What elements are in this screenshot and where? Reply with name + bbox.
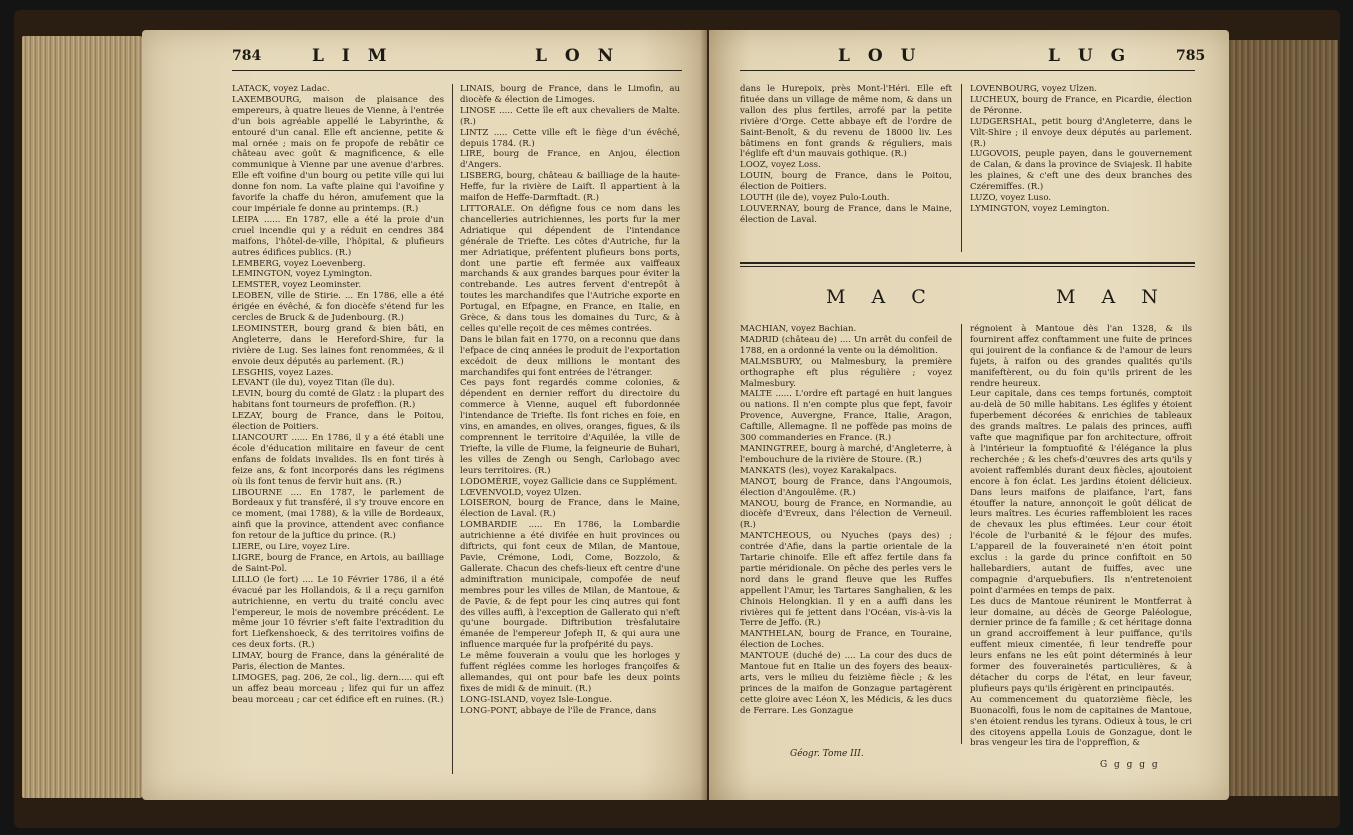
dictionary-entry: MANINGTREE, bourg à marché, d'Angleterre, à l'embouchure de la rivière de Stoure. (R.) <box>740 443 952 465</box>
dictionary-entry: LIANCOURT ...... En 1786, il y a été établi une école d'éducation militaire en faveur de cent enfans de foldats invalides. Ils en font tirés à feize ans, & font incorporés dans les régimens où ils font tenus de fervir huit ans. (R.) <box>232 433 444 487</box>
dictionary-entry: LEMSTER, voyez Leominster. <box>232 280 362 291</box>
signature-footer-right: G g g g g <box>1100 760 1160 770</box>
dictionary-entry: LATACK, voyez Ladac. <box>232 84 330 94</box>
dictionary-entry: Dans le bilan fait en 1770, on a reconnu que dans l'efpace de cinq années le produit de l'exportation excédoit de deux millions le montant des marchandifes qui font entrées de l'étranger. <box>460 334 680 378</box>
right-column-1-top <box>740 84 952 256</box>
left-running-head-2: L O N <box>535 46 620 66</box>
dictionary-entry: Au commencement du quatorzième fiècle, les Buonacolfi, fous le nom de capitaines de Mantoue, s'en étoient rendus les tyrans. Odieux à tous, le cri des citoyens appella Louis de Gonzague, dont le bras vengeur les tira de l'oppreffion, & <box>970 694 1192 749</box>
dictionary-entry: LIRE, bourg de France, en Anjou, élection d'Angers. <box>460 149 680 171</box>
dictionary-entry: LEOBEN, ville de Stirie. ... En 1786, elle a été érigée en évêché, & fon diocèfe s'étend fur les cercles de Bruck & de Judenbourg. (R.) <box>232 291 444 324</box>
dictionary-entry: Ces pays font regardés comme colonies, & dépendent en dernier reffort du directoire du commerce à Vienne, auquel eft fubordonnée l'intendance de Triefte. Ils font riches en foie, en vins, en amandes, en olives, oranges, figues, & ils comprennent le territoire d'Aquilée, la ville de Triefte, la ville de Fiume, la feigneurie de Buhari, les villes de Zengh ou Sengh, Carlobago avec leurs territoires. (R.) <box>460 378 680 476</box>
section-head-mac: M A C <box>826 286 936 308</box>
dictionary-entry: Le même fouverain a voulu que les horloges y fuffent réglées comme les horloges françoifes & allemandes, qui ont pour bafe les deux points fixes de midi & de minuit. (R.) <box>460 651 680 694</box>
dictionary-entry: LOUVERNAY, bourg de France, dans le Maine, élection de Laval. <box>740 203 952 225</box>
right-top-divider <box>961 84 962 252</box>
dictionary-entry: LIGRE, bourg de France, en Artois, au bailliage de Saint-Pol. <box>232 552 444 574</box>
dictionary-entry: LODOMÉRIE, voyez Gallicie dans ce Supplément. <box>460 476 678 487</box>
dictionary-entry: MADRID (château de) .... Un arrêt du confeil de 1788, en a ordonné la vente ou la démolition. <box>740 334 952 356</box>
right-column-2-bottom <box>970 324 1192 760</box>
dictionary-entry: MALMSBURY, ou Malmesbury, la première orthographe eft plus régulière ; voyez Malmesbury. <box>740 356 952 389</box>
right-column-1-bottom <box>740 324 952 744</box>
dictionary-entry: MANKATS (les), voyez Karakalpacs. <box>740 465 897 476</box>
dictionary-entry: LOMBARDIE ..... En 1786, la Lombardie autrichienne a été divifée en huit provinces ou diftricts, qui font ceux de Milan, de Mantoue, Pavie, Crémone, Lodi, Come, Bozzolo, & Gallerate. Chacun des chefs-lieux eft centre d'une adminiftration municipale, compofée de neuf membres pour les villes de Milan, de Mantoue, & de Pavie, & de fept pour les cinq autres qui font des villes auffi, à l'exception de Gallerato qui n'eft qu'une bourgade. Diftribution trèsfalutaire émanée de l'empereur Jofeph II, & qui aura une influence marquée fur la profpérité du pays. <box>460 520 680 651</box>
dictionary-entry: LIMOGES, pag. 206, 2e col., lig. dern..... qui eft un affez beau morceau ; lifez qui fur un affez beau morceau ; car cet édifice eft en ruines. (R.) <box>232 672 444 705</box>
dictionary-entry: LONG-ISLAND, voyez Isle-Longue. <box>460 694 613 705</box>
dictionary-entry: LEZAY, bourg de France, dans le Poitou, élection de Poitiers. <box>232 411 444 433</box>
dictionary-entry: LINTZ ..... Cette ville eft le fiège d'un évêché, depuis 1784. (R.) <box>460 127 680 149</box>
dictionary-entry: LEMINGTON, voyez Lymington. <box>232 269 373 280</box>
dictionary-entry: LEOMINSTER, bourg grand & bien bâti, en Angleterre, dans le Hereford-Shire, fur la rivière de Lug. Ses laines font renommées, & il envoie deux députés au parlement. (R.) <box>232 323 444 367</box>
dictionary-entry: MANTOUE (duché de) .... La cour des ducs de Mantoue fut en Italie un des foyers des beaux-arts, vers le milieu du feizième fiècle ; & les princes de la maifon de Gonzague partagèrent cette gloire avec Léon X, les Médicis, & les ducs de Ferrare. Les Gonzague <box>740 651 952 716</box>
dictionary-entry: LIERE, ou Lire, voyez Lire. <box>232 542 350 553</box>
dictionary-entry: LUGOVOIS, peuple payen, dans le gouvernement de Calan, & dans la province de Sviajesk. Il habite les plaines, & c'eft une des deux branches des Czéremiffes. (R.) <box>970 149 1192 193</box>
right-bottom-divider <box>961 324 962 744</box>
dictionary-entry: LEVANT (ile du), voyez Titan (île du). <box>232 378 395 389</box>
left-running-head-1: L I M <box>312 46 393 66</box>
dictionary-entry: LINAIS, bourg de France, dans le Limofin, au diocèfe & élection de Limoges. <box>460 84 680 105</box>
signature-footer-left: Géogr. Tome III. <box>790 749 864 759</box>
dictionary-entry: LOUTH (ile de), voyez Pulo-Louth. <box>740 193 890 204</box>
right-column-2-top <box>970 84 1192 256</box>
right-running-head-2: L U G <box>1048 46 1132 66</box>
right-page-number: 785 <box>1176 48 1206 64</box>
dictionary-entry: LUCHEUX, bourg de France, en Picardie, élection de Péronne. <box>970 94 1192 116</box>
left-column-2 <box>460 84 680 784</box>
dictionary-entry: LOISERON, bourg de France, dans le Maine, élection de Laval. (R.) <box>460 498 680 520</box>
page-edges-left <box>22 36 142 798</box>
dictionary-entry: LAXEMBOURG, maison de plaisance des empereurs, à quatre lieues de Vienne, à l'entrée d'un bois agréable appellé le Labyrinthe, & entouré d'un canal. Elle eft ancienne, petite & mal ornée ; mais on fe propofe de rebâtir ce château avec goût & magnificence, & elle communique à Vienne par une avenue d'arbres. Elle eft voifine d'un bourg ou petite ville qui lui donne fon nom. La vafte plaine qui l'avoifine y favorife la chaffe du héron, amufement que la cour impériale fe donne au printemps. (R.) <box>232 94 444 214</box>
section-rule-top <box>740 262 1195 264</box>
dictionary-entry: LIBOURNE .... En 1787, le parlement de Bordeaux y fut transféré, il s'y trouve encore en ce moment, (mai 1788), & la ville de Bordeaux, ainfi que la province, attendent avec confiance fon retour de la juftice du prince. (R.) <box>232 487 444 542</box>
dictionary-entry: LOOZ, voyez Loss. <box>740 160 821 171</box>
dictionary-entry: MANOT, bourg de France, dans l'Angoumois, élection d'Angoulême. (R.) <box>740 476 952 498</box>
dictionary-entry: MANOU, bourg de France, en Normandie, au diocèfe d'Evreux, dans l'élection de Verneuil. (R.) <box>740 498 952 531</box>
dictionary-entry: MANTCHEOUS, ou Nyuches (pays des) ; contrée d'Afie, dans la partie orientale de la Tartarie chinoife. Elle eft affez fertile dans fa partie méridionale. On pêche des perles vers le nord dans le grand fleuve que les Ruffes appellent l'Amur, les Tartares Sanghalien, & les Chinois Helongkian. Il y en a auffi dans les rivières qui fe jettent dans l'Océan, vis-à-vis la Terre de Jeffo. (R.) <box>740 531 952 629</box>
dictionary-entry: LOUIN, bourg de France, dans le Poitou, élection de Poitiers. <box>740 171 952 193</box>
dictionary-entry: MANTHELAN, bourg de France, en Touraine, élection de Loches. <box>740 629 952 651</box>
dictionary-entry: LOVENBOURG, voyez Ulzen. <box>970 84 1097 94</box>
dictionary-entry: LEVIN, bourg du comté de Glatz : la plupart des habitans font tourneurs de profeffion. (R.) <box>232 389 444 411</box>
dictionary-entry: LESGHIS, voyez Lazes. <box>232 367 334 378</box>
dictionary-entry: LYMINGTON, voyez Lemington. <box>970 203 1110 214</box>
dictionary-entry: LUDGERSHAL, petit bourg d'Angleterre, dans le Vilt-Shire ; il envoye deux députés au parlement. (R.) <box>970 116 1192 149</box>
dictionary-entry: LEIPA ...... En 1787, elle a été la proie d'un cruel incendie qui y a réduit en cendres 384 maifons, l'hôtel-de-ville, l'hôpital, & plufieurs autres édifices publics. (R.) <box>232 214 444 258</box>
dictionary-entry: LUZO, voyez Luso. <box>970 193 1052 204</box>
dictionary-entry: régnoient à Mantoue dès l'an 1328, & ils fournirent affez conftamment une fuite de princes qui jouirent de la confiance & de l'amour de leurs fujets, à raifon ou des grandes qualités qu'ils manifeftèrent, ou du foin qu'ils prirent de les rendre heureux. <box>970 324 1192 389</box>
section-head-man: M A N <box>1056 286 1168 308</box>
dictionary-entry: Les ducs de Mantoue réunirent le Montferrat à leur domaine, au décès de George Paléologue, dernier prince de fa famille ; & cet héritage donna un grand accroiffement à leur puiffance, qu'ils euffent mieux cimentée, fi leur tendreffe pour leurs enfans ne les eût point déterminés à leur former des fouverainetés particulières, & à détacher du corps de l'état, en leur faveur, plufieurs pays qu'ils érigèrent en principautés. <box>970 596 1192 694</box>
dictionary-entry: LŒVENVOLD, voyez Ulzen. <box>460 487 582 498</box>
right-head-rule <box>740 70 1195 71</box>
section-rule-bottom <box>740 266 1195 267</box>
dictionary-entry: LILLO (le fort) .... Le 10 Février 1786, il a été évacué par les Hollandois, & il a reçu garnifon autrichienne, en vertu du traité conclu avec l'empereur, le mois de novembre précédent. Le même jour 10 février s'eft faite l'extradition du fort Liefkenshoeck, & des territoires voifins de ces deux forts. (R.) <box>232 574 444 651</box>
dictionary-entry: Leur capitale, dans ces temps fortunés, comptoit au-delà de 50 mille habitans. Les églifes y étoient fuperbement décorées & enrichies de tableaux des grands maîtres. Le palais des princes, auffi vafte que magnifique par fon architecture, offroit à l'intérieur la fomptuofité & l'élégance la plus recherchée ; & les chefs-d'œuvres des arts qu'ils y avoient raffemblés durant deux fiècles, ajoutoient encore à fon éclat. Les jardins étoient délicieux. Dans leurs maifons de plaifance, l'art, fans étouffer la nature, annonçoit le goût délicat de leurs maîtres. Les écuries raffembloient les races de chevaux les plus eftimées. Leur cour étoit l'école de l'urbanité & le féjour des mufes. L'appareil de la fouveraineté n'en étoit point exclus : la garde du prince confiftoit en 50 hallebardiers, autant de fuiffes, avec une compagnie d'arquebufiers. Ils n'entretenoient point d'armées en temps de paix. <box>970 389 1192 596</box>
left-column-divider <box>452 84 453 774</box>
left-column-1 <box>232 84 444 784</box>
dictionary-entry: LEMBERG, voyez Loevenberg. <box>232 258 366 269</box>
dictionary-entry: LISBERG, bourg, château & bailliage de la haute-Heffe, fur la rivière de Laift. Il appartient à la maifon de Heffe-Darmftadt. (R.) <box>460 171 680 204</box>
dictionary-entry: LONG-PONT, abbaye de l'île de France, dans <box>460 705 657 716</box>
dictionary-entry: LIMAY, bourg de France, dans la généralité de Paris, élection de Mantes. <box>232 651 444 673</box>
page-edges-right <box>1226 40 1338 796</box>
left-head-rule <box>232 70 682 71</box>
dictionary-entry: LITTORALE. On défigne fous ce nom dans les chancelleries autrichiennes, les ports fur la mer Adriatique qui dépendent de l'intendance générale de Triefte. Les côtes d'Autriche, fur la mer Adriatique, préfentent plufieurs bons ports, dont une partie eft fermée aux vaiffeaux marchands & aux grandes barques pour éviter la contrebande. Les autres fervent d'entrepôt à toutes les marchandifes que l'Autriche exporte en Portugal, en Efpagne, en France, en Italie, en Grèce, & dans tous les domaines du Turc, & à celles qu'elle reçoit de ces mêmes contrées. <box>460 203 680 334</box>
dictionary-entry: MALTE ...... L'ordre eft partagé en huit langues ou nations. Il n'en compte plus que fept, favoir Provence, Auvergne, France, Italie, Aragon, Caftille, Allemagne. Il ne poffède pas moins de 300 commanderies en France. (R.) <box>740 389 952 444</box>
dictionary-entry: dans le Hurepoix, près Mont-l'Héri. Elle eft fituée dans un village de même nom, & dans un vallon des plus fertiles, arrofé par la petite rivière d'Orge. Cette abbaye eft de l'ordre de Saint-Benoît, & du revenu de 18000 liv. Les bâtimens en font grands & réguliers, mais l'églife eft d'un mauvais gothique. (R.) <box>740 84 952 160</box>
left-page-number: 784 <box>232 48 262 64</box>
right-running-head-1: L O U <box>838 46 922 66</box>
dictionary-entry: LINOSE ..... Cette île eft aux chevaliers de Malte. (R.) <box>460 105 680 127</box>
dictionary-entry: MACHIAN, voyez Bachian. <box>740 324 857 334</box>
